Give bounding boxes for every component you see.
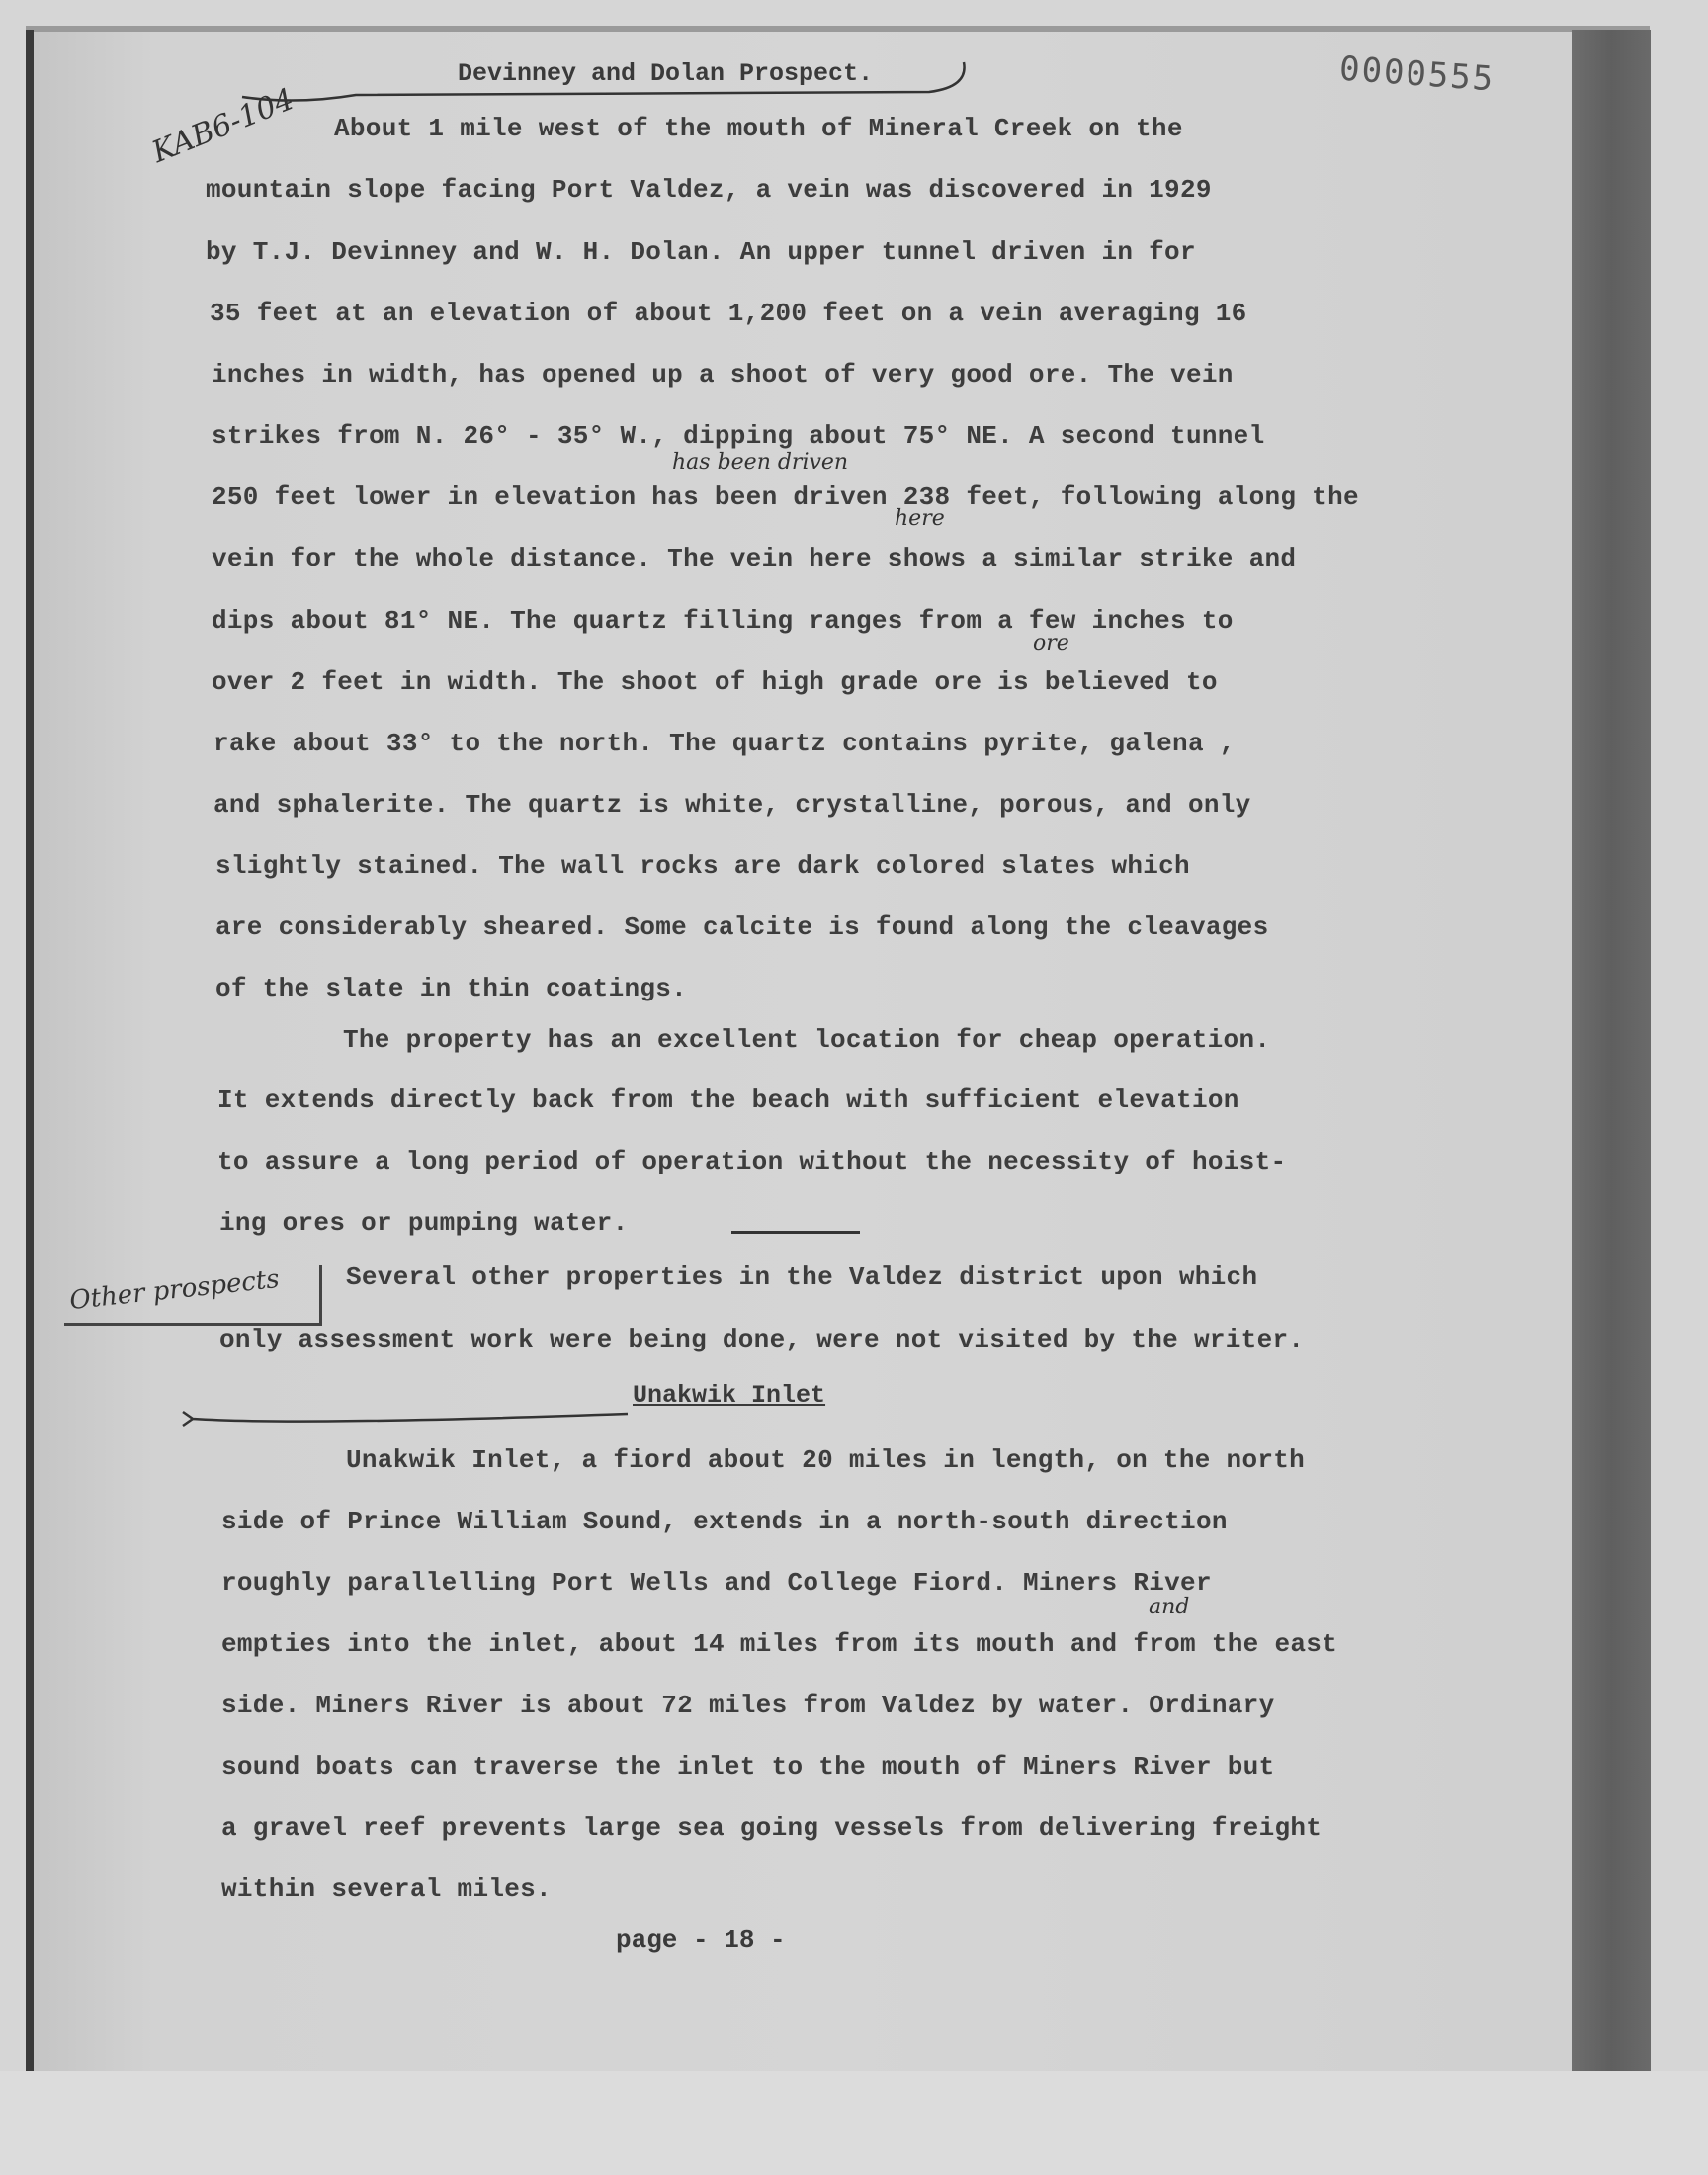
text-line: 35 feet at an elevation of about 1,200 feet on a vein averaging 16 [210, 299, 1247, 328]
text-line: of the slate in thin coatings. [215, 974, 688, 1003]
text-line: Unakwik Inlet, a fiord about 20 miles in length, on the north [346, 1445, 1306, 1475]
text-line: rake about 33° to the north. The quartz contains pyrite, galena , [214, 729, 1236, 758]
page-number: page - 18 - [616, 1925, 786, 1955]
text-line: It extends directly back from the beach with sufficient elevation [217, 1086, 1239, 1115]
interlinear-here: here [895, 506, 945, 531]
text-line: ing ores or pumping water. [219, 1208, 629, 1238]
text-line: inches in width, has opened up a shoot of very good ore. The vein [212, 360, 1234, 390]
text-line: About 1 mile west of the mouth of Mineral Creek on the [334, 114, 1183, 143]
page-top-edge [26, 26, 1650, 32]
document-number: 0000555 [1337, 48, 1496, 100]
text-line: within several miles. [221, 1874, 552, 1904]
text-line: mountain slope facing Port Valdez, a vein was discovered in 1929 [206, 175, 1212, 205]
interlinear-ore: ore [1033, 631, 1069, 655]
text-line: only assessment work were being done, were not visited by the writer. [219, 1325, 1305, 1354]
text-line: Several other properties in the Valdez district upon which [346, 1262, 1258, 1292]
text-line: are considerably sheared. Some calcite is found along the cleavages [215, 913, 1269, 942]
interlinear-has-been-driven: has been driven [672, 450, 849, 475]
text-line: strikes from N. 26° - 35° W., dipping about 75° NE. A second tunnel [212, 421, 1265, 451]
text-line: The property has an excellent location for cheap operation. [343, 1025, 1271, 1055]
page-left-edge [26, 30, 34, 2071]
text-line: empties into the inlet, about 14 miles from its mouth and from the east [221, 1629, 1338, 1659]
scan-background [0, 2071, 1708, 2175]
text-line: 250 feet lower in elevation has been driven 238 feet, following along the [212, 482, 1359, 512]
text-line: vein for the whole distance. The vein here shows a similar strike and [212, 544, 1297, 573]
text-line: by T.J. Devinney and W. H. Dolan. An upper tunnel driven in for [206, 237, 1196, 267]
section-pointer-line [178, 1404, 633, 1434]
text-line: side of Prince William Sound, extends in a north-south direction [221, 1507, 1228, 1536]
text-line: roughly parallelling Port Wells and College Fiord. Miners River [221, 1568, 1212, 1598]
text-line: side. Miners River is about 72 miles from Valdez by water. Ordinary [221, 1691, 1275, 1720]
section-heading-unakwik: Unakwik Inlet [633, 1381, 826, 1410]
text-line: to assure a long period of operation without the necessity of hoist- [217, 1147, 1287, 1176]
text-line: a gravel reef prevents large sea going vessels from delivering freight [221, 1813, 1323, 1843]
scan-shadow-bar [1572, 30, 1651, 2071]
interlinear-and: and [1149, 1595, 1190, 1619]
text-line: over 2 feet in width. The shoot of high grade ore is believed to [212, 667, 1218, 697]
margin-note-other-prospects: Other prospects [68, 1263, 282, 1317]
text-line: and sphalerite. The quartz is white, crystalline, porous, and only [214, 790, 1251, 820]
text-line: slightly stained. The wall rocks are dark colored slates which [215, 851, 1190, 881]
text-line: sound boats can traverse the inlet to the mouth of Miners River but [221, 1752, 1275, 1782]
ink-dash [731, 1231, 860, 1234]
text-line: dips about 81° NE. The quartz filling ranges from a few inches to [212, 606, 1234, 636]
handwritten-reference: KAB6-104 [146, 81, 299, 171]
section-heading-devinney: Devinney and Dolan Prospect. [458, 59, 874, 88]
